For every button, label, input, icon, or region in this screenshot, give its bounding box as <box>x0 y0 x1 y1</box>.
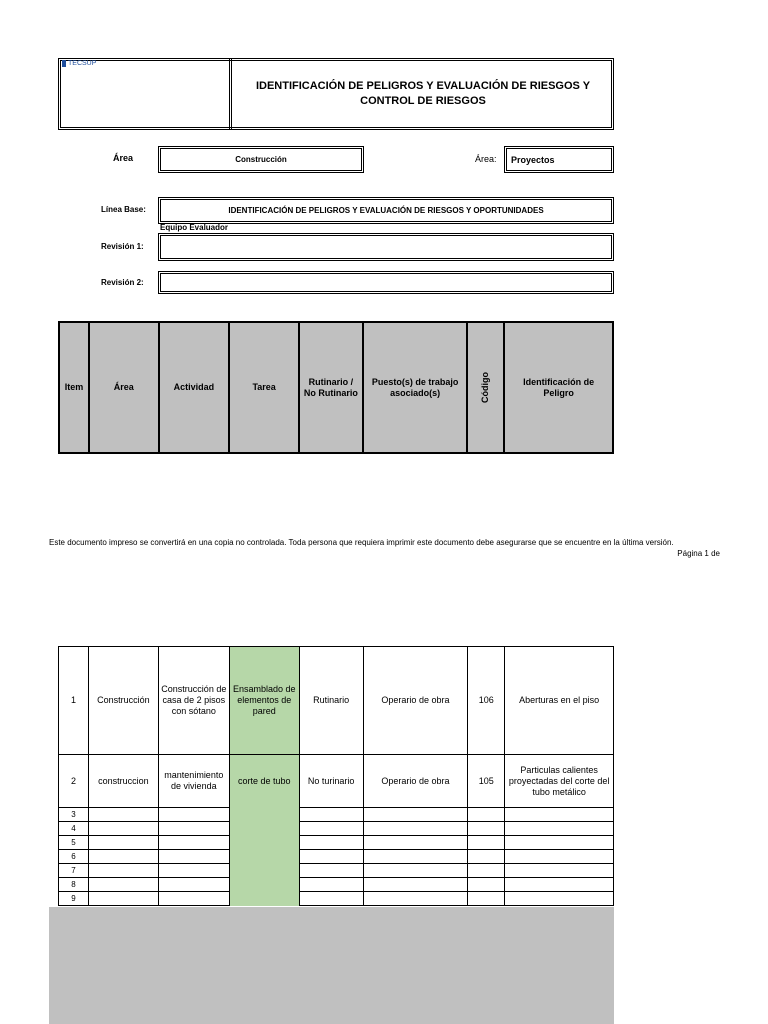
cell-puesto: Operario de obra <box>363 647 468 755</box>
cell-actividad: mantenimiento de vivienda <box>158 755 229 808</box>
cell-rutinario: Rutinario <box>299 647 363 755</box>
cell-empty <box>505 808 614 822</box>
cell-empty <box>88 864 158 878</box>
area2-value: Proyectos <box>511 154 555 165</box>
revision2-field[interactable] <box>158 271 614 294</box>
document-title-text: IDENTIFICACIÓN DE PELIGROS Y EVALUACIÓN DE RIESGOS Y CONTROL DE RIESGOS <box>255 80 591 107</box>
cell-item: 1 <box>59 647 89 755</box>
cell-area: Construcción <box>88 647 158 755</box>
cell-empty <box>158 850 229 864</box>
cell-empty <box>88 878 158 892</box>
area-field[interactable] <box>158 146 364 173</box>
cell-empty <box>88 808 158 822</box>
cell-empty <box>299 892 363 906</box>
cell-empty <box>299 878 363 892</box>
linea-base-field[interactable] <box>158 197 614 224</box>
cell-item: 9 <box>59 892 89 906</box>
cell-empty <box>299 864 363 878</box>
revision1-label: Revisión 1: <box>101 242 144 251</box>
cell-empty <box>468 864 505 878</box>
col-area: Área <box>89 322 159 453</box>
cell-empty <box>468 878 505 892</box>
cell-empty <box>88 892 158 906</box>
table-row <box>59 822 614 836</box>
cell-empty <box>299 836 363 850</box>
cell-empty <box>505 836 614 850</box>
revision1-field[interactable] <box>158 233 614 261</box>
cell-empty <box>158 878 229 892</box>
cell-empty <box>299 808 363 822</box>
cell-empty <box>468 850 505 864</box>
col-codigo <box>467 322 504 453</box>
cell-empty <box>299 822 363 836</box>
footer-note: Este documento impreso se convertirá en una copia no controlada. Toda persona que requiera imprimir este documento debe asegurarse que se encuentre en la última versión. <box>49 538 674 547</box>
company-logo <box>62 60 96 67</box>
col-puesto: Puesto(s) de trabajo asociado(s) <box>363 322 468 453</box>
cell-empty <box>158 808 229 822</box>
cell-item: 3 <box>59 808 89 822</box>
col-actividad: Actividad <box>159 322 230 453</box>
cell-item: 7 <box>59 864 89 878</box>
cell-actividad: Construcción de casa de 2 pisos con sótano <box>158 647 229 755</box>
cell-empty <box>363 878 468 892</box>
cell-item: 5 <box>59 836 89 850</box>
cell-item: 2 <box>59 755 89 808</box>
cell-empty <box>299 850 363 864</box>
cell-area: construccion <box>88 755 158 808</box>
cell-codigo: 105 <box>468 755 505 808</box>
cell-tarea-empty <box>229 808 299 906</box>
logo-mark-icon <box>62 60 66 67</box>
table-row <box>59 878 614 892</box>
cell-empty <box>363 864 468 878</box>
revision2-label: Revisión 2: <box>101 278 144 287</box>
cell-puesto: Operario de obra <box>363 755 468 808</box>
cell-empty <box>505 878 614 892</box>
cell-empty <box>88 822 158 836</box>
table-row <box>59 647 614 755</box>
table-row <box>59 808 614 822</box>
cell-empty <box>158 864 229 878</box>
cell-empty <box>363 836 468 850</box>
cell-item: 8 <box>59 878 89 892</box>
cell-empty <box>363 850 468 864</box>
col-tarea: Tarea <box>229 322 299 453</box>
cell-rutinario: No turinario <box>299 755 363 808</box>
table-row <box>59 864 614 878</box>
cell-empty <box>505 850 614 864</box>
cell-empty <box>505 892 614 906</box>
gray-fill-area <box>49 907 614 1024</box>
cell-empty <box>363 808 468 822</box>
table-row <box>59 836 614 850</box>
logo-text: TECSUP <box>68 60 97 67</box>
area-label: Área <box>113 153 134 163</box>
cell-tarea: corte de tubo <box>229 755 299 808</box>
cell-empty <box>363 822 468 836</box>
cell-tarea: Ensamblado de elementos de pared <box>229 647 299 755</box>
area2-field[interactable] <box>504 146 614 173</box>
cell-empty <box>468 892 505 906</box>
cell-empty <box>158 892 229 906</box>
document-title <box>229 58 614 130</box>
page-number: Página 1 de <box>677 549 720 558</box>
cell-empty <box>468 836 505 850</box>
cell-codigo: 106 <box>468 647 505 755</box>
cell-empty <box>158 836 229 850</box>
area2-label: Área: <box>475 154 497 164</box>
risk-table-header <box>58 321 614 454</box>
linea-base-value: IDENTIFICACIÓN DE PELIGROS Y EVALUACIÓN DE RIESGOS Y OPORTUNIDADES <box>228 206 544 215</box>
equipo-evaluador-label: Equipo Evaluador <box>160 223 229 232</box>
cell-empty <box>88 836 158 850</box>
cell-empty <box>363 892 468 906</box>
risk-table-body <box>58 646 614 906</box>
col-codigo-text: Código <box>480 372 491 403</box>
linea-base-label: Línea Base: <box>101 205 146 214</box>
cell-empty <box>468 822 505 836</box>
cell-empty <box>505 822 614 836</box>
cell-empty <box>505 864 614 878</box>
cell-empty <box>468 808 505 822</box>
cell-item: 4 <box>59 822 89 836</box>
cell-peligro: Aberturas en el piso <box>505 647 614 755</box>
col-item: Item <box>59 322 89 453</box>
area-value: Construcción <box>235 155 287 164</box>
cell-peligro: Particulas calientes proyectadas del corte del tubo metálico <box>505 755 614 808</box>
col-peligro: Identificación de Peligro <box>504 322 613 453</box>
cell-item: 6 <box>59 850 89 864</box>
cell-empty <box>158 822 229 836</box>
table-row <box>59 755 614 808</box>
col-rutinario: Rutinario / No Rutinario <box>299 322 363 453</box>
table-row <box>59 850 614 864</box>
table-row <box>59 892 614 906</box>
cell-empty <box>88 850 158 864</box>
